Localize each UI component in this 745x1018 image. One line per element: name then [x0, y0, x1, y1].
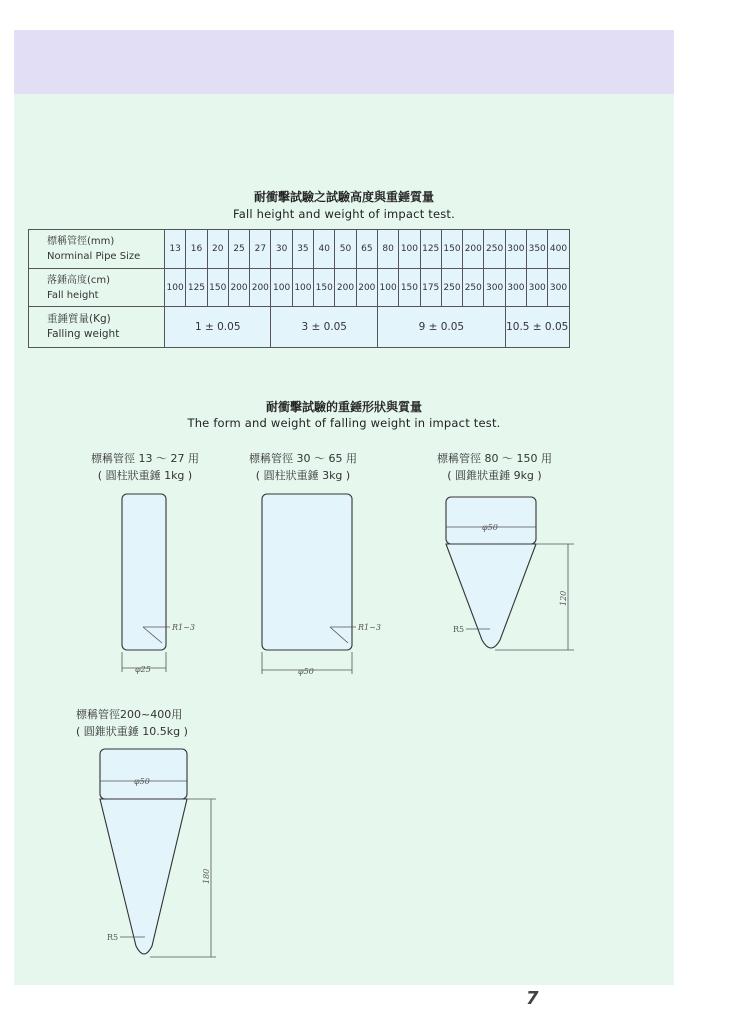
pipe-size-cell: 80 [377, 230, 398, 269]
weight1-size-range: 標稱管徑 13 ～ 27 用 [91, 452, 199, 465]
falling-weight-group: 3 ± 0.05 [271, 307, 377, 348]
pipe-size-cell: 350 [527, 230, 548, 269]
pipe-size-cell: 27 [250, 230, 271, 269]
pipe-size-cell: 125 [420, 230, 441, 269]
weight2-radius-label: R1~3 [358, 623, 381, 632]
pipe-size-cell: 50 [335, 230, 356, 269]
pipe-size-cell: 16 [186, 230, 207, 269]
section1-title-en: Fall height and weight of impact test. [233, 207, 455, 221]
pipe-size-cell: 20 [207, 230, 228, 269]
weight1-width-label: φ25 [135, 665, 151, 674]
fall-height-cell: 175 [420, 269, 441, 307]
section2-title-en: The form and weight of falling weight in impact test. [187, 416, 501, 430]
weight1-radius-label: R1~3 [172, 623, 195, 632]
weight4-height-label: 180 [202, 868, 211, 884]
fall-height-cell: 250 [463, 269, 484, 307]
pipe-size-cell: 400 [548, 230, 569, 269]
fall-height-cell: 300 [527, 269, 548, 307]
fall-height-cell: 250 [441, 269, 462, 307]
pipe-size-cell: 25 [228, 230, 249, 269]
pipe-size-cell: 40 [314, 230, 335, 269]
row-label-zh: 落錘高度(cm) [47, 274, 111, 286]
row-label-en: Falling weight [47, 328, 120, 340]
fall-height-cell: 200 [250, 269, 271, 307]
fall-height-cell: 150 [399, 269, 420, 307]
weight2-size-range: 標稱管徑 30 ～ 65 用 [249, 452, 357, 465]
fall-height-cell: 300 [484, 269, 505, 307]
falling-weight-group: 9 ± 0.05 [377, 307, 505, 348]
fall-height-cell: 100 [165, 269, 186, 307]
weight2-description: ( 圓柱狀重錘 3kg ) [255, 469, 351, 482]
pipe-size-cell: 250 [484, 230, 505, 269]
falling-weight-group: 10.5 ± 0.05 [505, 307, 569, 348]
page-number: 7 [526, 988, 539, 1009]
cone-weight-10kg-cone [100, 799, 187, 954]
fall-height-cell: 200 [228, 269, 249, 307]
weight3-width-label: φ50 [482, 523, 498, 532]
fall-height-cell: 100 [292, 269, 313, 307]
pipe-size-cell: 100 [399, 230, 420, 269]
weight1-description: ( 圓柱狀重錘 1kg ) [97, 469, 193, 482]
fall-height-cell: 100 [271, 269, 292, 307]
row-label-zh: 標稱管徑(mm) [47, 236, 115, 247]
falling-weight-group: 1 ± 0.05 [165, 307, 271, 348]
fall-height-cell: 300 [548, 269, 569, 307]
row-label-en: Norminal Pipe Size [47, 251, 141, 262]
fall-height-cell: 200 [335, 269, 356, 307]
weight4-radius-label: R5 [107, 933, 119, 942]
weight2-width-label: φ50 [298, 667, 314, 676]
fall-height-cell: 125 [186, 269, 207, 307]
row-label-zh: 重錘質量(Kg) [47, 313, 111, 325]
pipe-size-cell: 300 [505, 230, 526, 269]
weight3-height-label: 120 [559, 590, 568, 606]
section2-title-zh: 耐衝擊試驗的重錘形狀與質量 [265, 400, 422, 414]
row-label-en: Fall height [47, 289, 99, 301]
fall-height-cell: 300 [505, 269, 526, 307]
pipe-size-cell: 150 [441, 230, 462, 269]
pipe-size-cell: 65 [356, 230, 377, 269]
fall-height-cell: 150 [314, 269, 335, 307]
pipe-size-cell: 35 [292, 230, 313, 269]
section1-title-zh: 耐衝擊試驗之試驗高度與重錘質量 [253, 190, 434, 204]
weight3-size-range: 標稱管徑 80 ～ 150 用 [437, 452, 552, 465]
fall-height-cell: 150 [207, 269, 228, 307]
fall-height-cell: 200 [356, 269, 377, 307]
cone-weight-9kg-top [446, 497, 536, 544]
weight3-description: ( 圓錐狀重錘 9kg ) [447, 469, 542, 482]
weight3-radius-label: R5 [453, 625, 465, 634]
pipe-size-cell: 13 [165, 230, 186, 269]
pipe-size-cell: 200 [463, 230, 484, 269]
cone-weight-10kg-top [100, 749, 187, 799]
weight4-size-range: 標稱管徑200~400用 [76, 708, 183, 721]
weight4-width-label: φ50 [134, 777, 150, 786]
weight4-description: ( 圓錐狀重錘 10.5kg ) [76, 725, 188, 738]
fall-height-cell: 100 [377, 269, 398, 307]
pipe-size-cell: 30 [271, 230, 292, 269]
